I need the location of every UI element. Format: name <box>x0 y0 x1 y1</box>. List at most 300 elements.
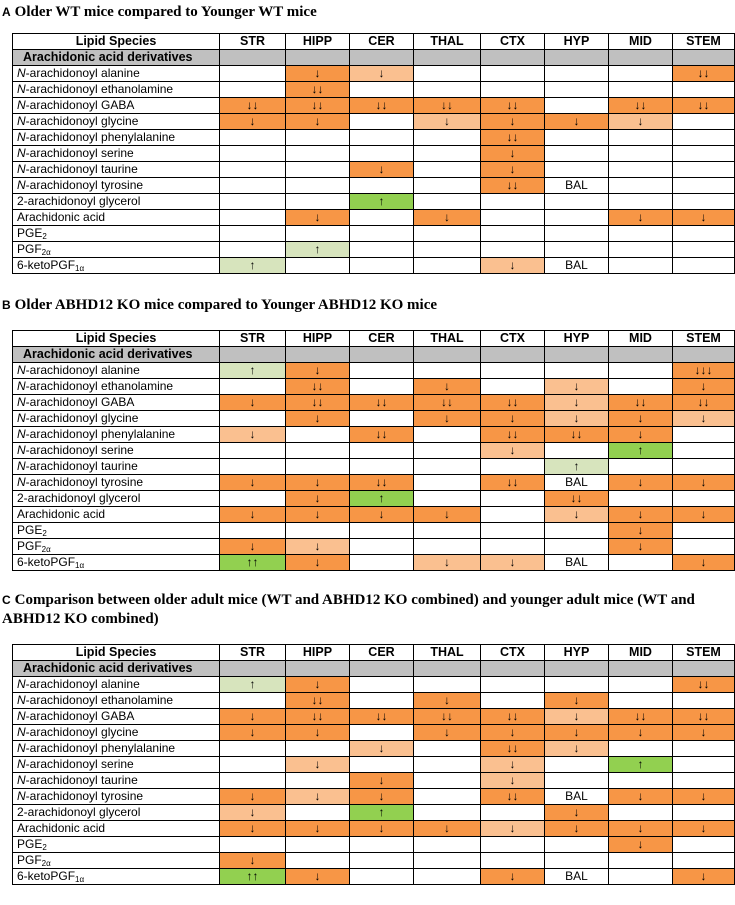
column-header-cer: CER <box>350 645 414 661</box>
cell-ctx <box>481 363 545 379</box>
cell-str <box>220 411 286 427</box>
lipid-species-name <box>13 443 220 459</box>
cell-mid <box>609 194 673 210</box>
category-fill <box>350 347 414 363</box>
cell-mid: ↓↓ <box>609 709 673 725</box>
species-prefix: N <box>17 459 26 473</box>
cell-hipp: ↓ <box>286 821 350 837</box>
cell-thal <box>414 853 481 869</box>
cell-stem: ↓ <box>673 379 735 395</box>
cell-ctx: ↓ <box>481 258 545 274</box>
table-row <box>13 178 735 194</box>
cell-mid <box>609 242 673 258</box>
cell-mid <box>609 178 673 194</box>
cell-stem <box>673 773 735 789</box>
cell-cer <box>350 555 414 571</box>
header-row <box>13 645 735 661</box>
table-row <box>13 98 735 114</box>
species-name: PGE <box>17 226 43 240</box>
cell-str: ↓ <box>220 789 286 805</box>
lipid-species-name <box>13 459 220 475</box>
cell-stem <box>673 194 735 210</box>
cell-hyp <box>545 66 609 82</box>
cell-thal: ↓↓ <box>414 395 481 411</box>
cell-cer: ↓↓ <box>350 395 414 411</box>
cell-hipp: ↓ <box>286 114 350 130</box>
cell-thal: ↓ <box>414 379 481 395</box>
cell-hipp <box>286 443 350 459</box>
table-row <box>13 507 735 523</box>
cell-stem <box>673 226 735 242</box>
table-row <box>13 821 735 837</box>
species-prefix: N <box>17 82 26 96</box>
cell-str: ↓ <box>220 725 286 741</box>
table-row <box>13 411 735 427</box>
cell-str <box>220 693 286 709</box>
cell-cer <box>350 677 414 693</box>
cell-thal <box>414 226 481 242</box>
cell-hipp <box>286 853 350 869</box>
cell-mid <box>609 741 673 757</box>
lipid-species-name <box>13 539 220 555</box>
species-prefix: N <box>17 379 26 393</box>
cell-thal <box>414 82 481 98</box>
category-fill <box>350 661 414 677</box>
lipid-species-name <box>13 725 220 741</box>
cell-stem <box>673 178 735 194</box>
species-name: -arachidonoyl phenylalanine <box>25 741 176 755</box>
lipid-species-name <box>13 242 220 258</box>
cell-mid <box>609 677 673 693</box>
cell-hipp: ↓ <box>286 555 350 571</box>
cell-cer: ↑ <box>350 491 414 507</box>
cell-cer <box>350 146 414 162</box>
table-row <box>13 725 735 741</box>
lipid-species-name <box>13 491 220 507</box>
cell-stem <box>673 693 735 709</box>
lipid-species-name <box>13 523 220 539</box>
cell-thal <box>414 869 481 885</box>
cell-stem: ↓↓ <box>673 709 735 725</box>
cell-str <box>220 523 286 539</box>
cell-ctx: ↓ <box>481 146 545 162</box>
cell-cer: ↓ <box>350 66 414 82</box>
cell-hyp: ↑ <box>545 459 609 475</box>
cell-hipp: ↓ <box>286 677 350 693</box>
cell-thal <box>414 837 481 853</box>
cell-hyp <box>545 130 609 146</box>
cell-stem <box>673 853 735 869</box>
cell-str <box>220 130 286 146</box>
cell-cer: ↓ <box>350 789 414 805</box>
cell-hipp: ↑ <box>286 242 350 258</box>
table-row <box>13 66 735 82</box>
cell-hyp <box>545 98 609 114</box>
category-fill <box>286 50 350 66</box>
cell-stem <box>673 491 735 507</box>
column-header-hipp: HIPP <box>286 331 350 347</box>
cell-ctx <box>481 459 545 475</box>
cell-hyp <box>545 523 609 539</box>
cell-cer <box>350 459 414 475</box>
cell-str <box>220 178 286 194</box>
cell-ctx: ↓↓ <box>481 395 545 411</box>
species-prefix: N <box>17 725 26 739</box>
cell-hyp: BAL <box>545 555 609 571</box>
table-row <box>13 677 735 693</box>
species-name: -arachidonoyl GABA <box>25 98 135 112</box>
cell-stem <box>673 459 735 475</box>
cell-str <box>220 194 286 210</box>
cell-ctx: ↓↓ <box>481 130 545 146</box>
cell-hyp: ↓ <box>545 725 609 741</box>
species-name: PGE <box>17 523 43 537</box>
cell-cer <box>350 693 414 709</box>
cell-str: ↓ <box>220 114 286 130</box>
cell-thal <box>414 677 481 693</box>
column-header-str: STR <box>220 34 286 50</box>
cell-str <box>220 242 286 258</box>
cell-str: ↓ <box>220 709 286 725</box>
cell-cer <box>350 869 414 885</box>
species-subscript: 2 <box>42 529 47 538</box>
cell-thal <box>414 475 481 491</box>
cell-stem: ↓ <box>673 210 735 226</box>
cell-ctx <box>481 194 545 210</box>
cell-hipp <box>286 146 350 162</box>
species-subscript: 2α <box>41 248 51 257</box>
category-fill <box>414 347 481 363</box>
cell-hyp <box>545 226 609 242</box>
cell-mid <box>609 459 673 475</box>
lipid-species-name <box>13 146 220 162</box>
cell-cer <box>350 258 414 274</box>
cell-hyp: ↓ <box>545 507 609 523</box>
cell-ctx: ↓ <box>481 757 545 773</box>
species-prefix: N <box>17 443 26 457</box>
cell-hyp: ↓ <box>545 741 609 757</box>
cell-hipp: ↓ <box>286 507 350 523</box>
species-name: 2-arachidonoyl glycerol <box>17 805 141 819</box>
table-row <box>13 757 735 773</box>
cell-thal <box>414 242 481 258</box>
cell-cer: ↓ <box>350 741 414 757</box>
cell-mid <box>609 491 673 507</box>
cell-mid: ↑ <box>609 757 673 773</box>
cell-cer <box>350 523 414 539</box>
cell-mid: ↓ <box>609 475 673 491</box>
cell-stem: ↓ <box>673 475 735 491</box>
species-prefix: N <box>17 146 26 160</box>
cell-thal: ↓ <box>414 411 481 427</box>
cell-cer <box>350 130 414 146</box>
cell-stem: ↓↓ <box>673 98 735 114</box>
species-name: -arachidonoyl ethanolamine <box>25 82 174 96</box>
column-header-hyp: HYP <box>545 645 609 661</box>
species-name: 2-arachidonoyl glycerol <box>17 194 141 208</box>
column-header-stem: STEM <box>673 34 735 50</box>
cell-str <box>220 379 286 395</box>
cell-thal <box>414 491 481 507</box>
column-header-hipp: HIPP <box>286 34 350 50</box>
cell-str: ↑↑ <box>220 869 286 885</box>
species-subscript: 2α <box>41 859 51 868</box>
species-name: Arachidonic acid <box>17 507 106 521</box>
table-row <box>13 82 735 98</box>
species-prefix: N <box>17 66 26 80</box>
cell-hipp: ↓ <box>286 539 350 555</box>
cell-stem: ↓ <box>673 555 735 571</box>
cell-stem <box>673 443 735 459</box>
cell-str <box>220 741 286 757</box>
cell-hyp: BAL <box>545 789 609 805</box>
cell-hyp: ↓ <box>545 379 609 395</box>
category-fill <box>220 50 286 66</box>
species-name: -arachidonoyl serine <box>25 146 134 160</box>
cell-str: ↓ <box>220 475 286 491</box>
cell-stem: ↓ <box>673 411 735 427</box>
table-row <box>13 475 735 491</box>
lipid-species-name <box>13 162 220 178</box>
cell-thal: ↓ <box>414 693 481 709</box>
cell-thal <box>414 146 481 162</box>
cell-str: ↓ <box>220 427 286 443</box>
lipid-species-name <box>13 677 220 693</box>
table-row <box>13 491 735 507</box>
cell-stem <box>673 146 735 162</box>
cell-thal <box>414 258 481 274</box>
cell-hipp: ↓ <box>286 475 350 491</box>
cell-hipp: ↓↓ <box>286 693 350 709</box>
cell-hipp <box>286 130 350 146</box>
species-subscript: 2α <box>41 545 51 554</box>
cell-hipp <box>286 162 350 178</box>
cell-hyp <box>545 82 609 98</box>
lipid-species-name <box>13 507 220 523</box>
column-header-mid: MID <box>609 331 673 347</box>
category-fill <box>481 347 545 363</box>
cell-hyp: ↓ <box>545 411 609 427</box>
cell-hipp: ↓ <box>286 363 350 379</box>
category-fill <box>609 661 673 677</box>
lipid-species-name <box>13 853 220 869</box>
cell-mid: ↓ <box>609 539 673 555</box>
cell-stem <box>673 242 735 258</box>
cell-ctx <box>481 82 545 98</box>
cell-str <box>220 837 286 853</box>
cell-thal <box>414 741 481 757</box>
cell-stem <box>673 114 735 130</box>
cell-thal <box>414 162 481 178</box>
cell-str <box>220 491 286 507</box>
cell-hyp <box>545 210 609 226</box>
cell-cer: ↓↓ <box>350 427 414 443</box>
cell-hipp: ↓↓ <box>286 379 350 395</box>
cell-str <box>220 146 286 162</box>
cell-ctx: ↓ <box>481 869 545 885</box>
category-fill <box>286 347 350 363</box>
cell-thal: ↓ <box>414 821 481 837</box>
cell-mid <box>609 693 673 709</box>
table-row <box>13 869 735 885</box>
lipid-species-name <box>13 427 220 443</box>
table-row <box>13 114 735 130</box>
species-name: -arachidonoyl tyrosine <box>25 178 144 192</box>
cell-hipp <box>286 226 350 242</box>
column-header-lipid-species: Lipid Species <box>13 331 220 347</box>
category-row <box>13 347 735 363</box>
cell-ctx <box>481 226 545 242</box>
species-prefix: N <box>17 162 26 176</box>
column-header-hyp: HYP <box>545 34 609 50</box>
cell-thal <box>414 539 481 555</box>
cell-ctx: ↓↓ <box>481 709 545 725</box>
cell-str: ↓ <box>220 805 286 821</box>
cell-str <box>220 459 286 475</box>
species-subscript: 1α <box>75 561 85 570</box>
cell-ctx: ↓↓ <box>481 98 545 114</box>
species-name: -arachidonoyl tyrosine <box>25 475 144 489</box>
cell-ctx: ↓ <box>481 725 545 741</box>
cell-hipp: ↓ <box>286 411 350 427</box>
cell-cer: ↓ <box>350 162 414 178</box>
species-prefix: N <box>17 427 26 441</box>
species-prefix: N <box>17 693 26 707</box>
panel-c-letter: C <box>2 593 11 607</box>
table-row <box>13 427 735 443</box>
category-fill <box>350 50 414 66</box>
header-row <box>13 34 735 50</box>
column-header-thal: THAL <box>414 645 481 661</box>
column-header-cer: CER <box>350 331 414 347</box>
cell-thal <box>414 459 481 475</box>
species-name: -arachidonoyl phenylalanine <box>25 427 176 441</box>
cell-str: ↓ <box>220 395 286 411</box>
cell-cer: ↓ <box>350 507 414 523</box>
cell-thal: ↓↓ <box>414 98 481 114</box>
cell-stem <box>673 162 735 178</box>
species-prefix: N <box>17 395 26 409</box>
cell-hyp: BAL <box>545 869 609 885</box>
cell-mid: ↓ <box>609 523 673 539</box>
lipid-species-name <box>13 66 220 82</box>
cell-hyp <box>545 194 609 210</box>
cell-thal: ↓ <box>414 555 481 571</box>
table-row <box>13 379 735 395</box>
cell-hyp <box>545 773 609 789</box>
cell-hipp: ↓ <box>286 491 350 507</box>
lipid-species-name <box>13 130 220 146</box>
cell-mid: ↓ <box>609 789 673 805</box>
lipid-species-name <box>13 821 220 837</box>
category-row <box>13 661 735 677</box>
cell-ctx: ↓↓ <box>481 427 545 443</box>
table-row <box>13 693 735 709</box>
cell-ctx <box>481 507 545 523</box>
cell-ctx: ↓↓ <box>481 741 545 757</box>
cell-mid <box>609 805 673 821</box>
species-prefix: N <box>17 789 26 803</box>
panel-b-title <box>2 296 732 315</box>
cell-str <box>220 82 286 98</box>
table-row <box>13 162 735 178</box>
cell-ctx <box>481 66 545 82</box>
cell-thal <box>414 178 481 194</box>
cell-mid <box>609 555 673 571</box>
cell-mid: ↓ <box>609 507 673 523</box>
column-header-lipid-species: Lipid Species <box>13 34 220 50</box>
cell-thal: ↓ <box>414 725 481 741</box>
cell-stem: ↓ <box>673 821 735 837</box>
lipid-species-name <box>13 178 220 194</box>
panel-a-title <box>2 3 732 22</box>
category-fill <box>609 347 673 363</box>
lipid-species-name <box>13 82 220 98</box>
cell-cer: ↑ <box>350 194 414 210</box>
species-prefix: N <box>17 677 26 691</box>
cell-hyp: BAL <box>545 178 609 194</box>
cell-hyp <box>545 757 609 773</box>
lipid-species-name <box>13 411 220 427</box>
cell-mid <box>609 773 673 789</box>
column-header-ctx: CTX <box>481 34 545 50</box>
species-name: -arachidonoyl ethanolamine <box>25 693 174 707</box>
cell-str <box>220 443 286 459</box>
cell-str <box>220 210 286 226</box>
cell-hyp: ↓↓ <box>545 491 609 507</box>
cell-mid: ↓↓ <box>609 395 673 411</box>
species-name: -arachidonoyl serine <box>25 443 134 457</box>
cell-stem: ↓↓ <box>673 395 735 411</box>
cell-cer <box>350 443 414 459</box>
cell-stem: ↓↓ <box>673 677 735 693</box>
panel-a-letter: A <box>2 5 11 19</box>
column-header-str: STR <box>220 331 286 347</box>
cell-mid <box>609 130 673 146</box>
cell-mid: ↑ <box>609 443 673 459</box>
lipid-species-name <box>13 757 220 773</box>
cell-mid: ↓ <box>609 114 673 130</box>
species-name: -arachidonoyl glycine <box>25 114 139 128</box>
cell-cer <box>350 853 414 869</box>
category-label: Arachidonic acid derivatives <box>13 347 220 363</box>
cell-hyp <box>545 162 609 178</box>
cell-cer <box>350 82 414 98</box>
cell-str: ↑ <box>220 677 286 693</box>
cell-hipp: ↓ <box>286 789 350 805</box>
cell-hyp <box>545 677 609 693</box>
cell-stem: ↓↓ <box>673 66 735 82</box>
cell-cer: ↓↓ <box>350 475 414 491</box>
cell-str <box>220 757 286 773</box>
table-row <box>13 459 735 475</box>
cell-hipp: ↓ <box>286 725 350 741</box>
cell-ctx <box>481 523 545 539</box>
cell-ctx <box>481 210 545 226</box>
cell-hipp: ↓↓ <box>286 98 350 114</box>
category-fill <box>545 661 609 677</box>
panel-c-title-text: Comparison between older adult mice (WT and ABHD12 KO combined) and younger adult mice (WT and ABHD12 KO combined) <box>2 592 695 627</box>
panel-b-letter: B <box>2 298 11 312</box>
cell-thal <box>414 130 481 146</box>
table-row <box>13 539 735 555</box>
species-name: 2-arachidonoyl glycerol <box>17 491 141 505</box>
cell-stem: ↓ <box>673 869 735 885</box>
cell-cer <box>350 363 414 379</box>
cell-mid: ↓ <box>609 210 673 226</box>
lipid-species-name <box>13 98 220 114</box>
cell-hyp <box>545 443 609 459</box>
